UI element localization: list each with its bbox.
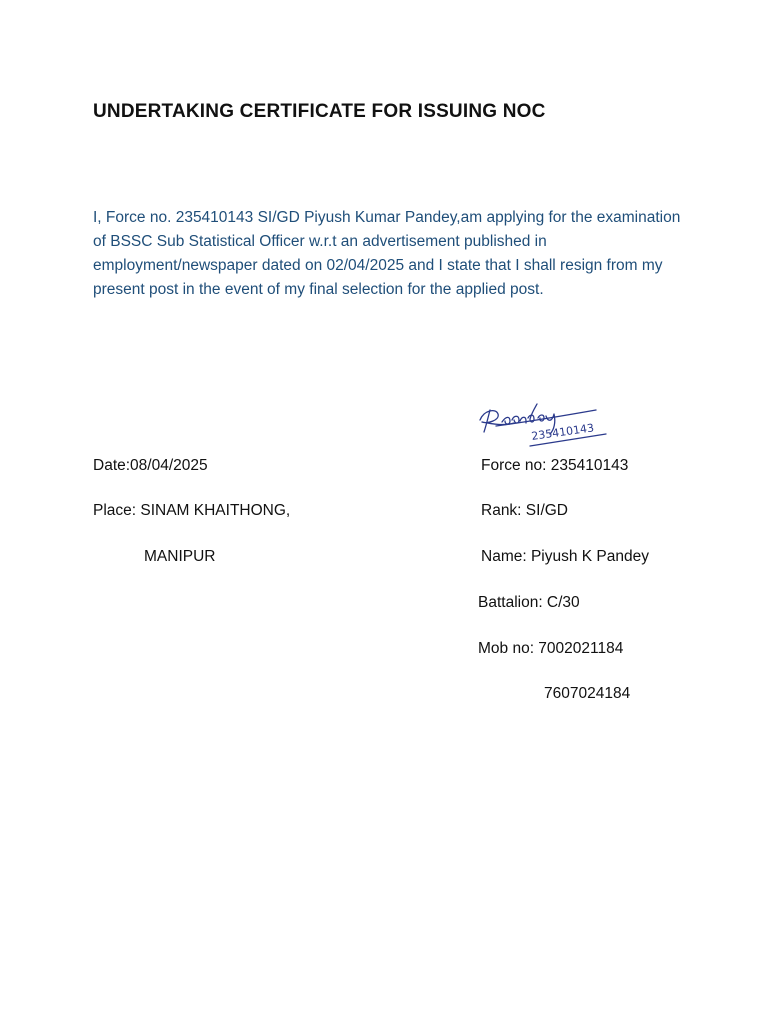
force-no-line: Force no: 235410143 bbox=[481, 457, 629, 474]
place-line: Place: SINAM KHAITHONG, bbox=[93, 502, 291, 519]
undertaking-paragraph: I, Force no. 235410143 SI/GD Piyush Kumar Pandey,am applying for the examination of BSSC Sub Statistical Officer w.r.t an advertisement published in employment/newspaper dated on 02/04/2025 and I state that I shall resign from my present post in the event of my final selection for the applied post. bbox=[93, 209, 681, 298]
date-line: Date:08/04/2025 bbox=[93, 457, 208, 474]
name-line: Name: Piyush K Pandey bbox=[481, 548, 650, 565]
mobile-line: Mob no: 7002021184 bbox=[478, 640, 624, 657]
mobile-alt-line: 7607024184 bbox=[544, 685, 631, 702]
battalion-line: Battalion: C/30 bbox=[478, 594, 580, 611]
rank-line: Rank: SI/GD bbox=[481, 502, 568, 519]
svg-text:235410143: 235410143 bbox=[530, 421, 595, 443]
place-state-line: MANIPUR bbox=[144, 548, 216, 565]
signature-image bbox=[474, 396, 614, 452]
page-title: UNDERTAKING CERTIFICATE FOR ISSUING NOC bbox=[93, 101, 546, 122]
